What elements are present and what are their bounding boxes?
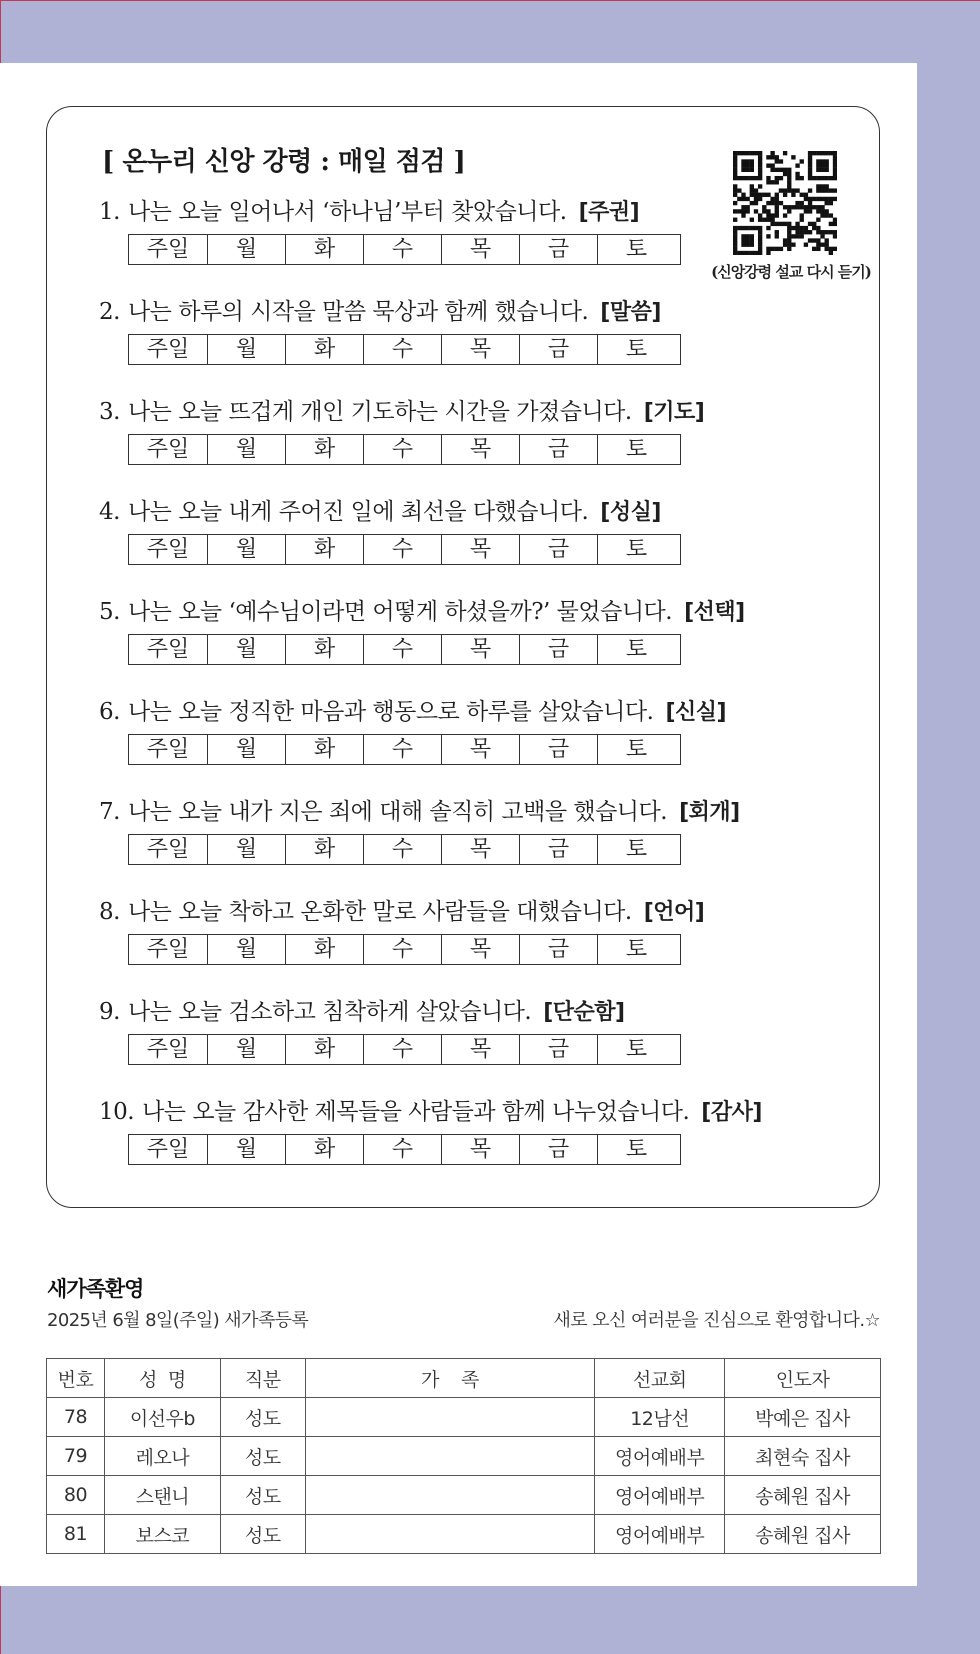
- day-checkbox[interactable]: 목: [441, 935, 519, 964]
- day-checkbox[interactable]: 주일: [146, 1037, 190, 1062]
- item-number: 1.: [99, 199, 120, 225]
- checklist-item: [99, 1095, 762, 1165]
- day-checkbox[interactable]: 주일: [146, 1137, 190, 1162]
- day-checkbox[interactable]: 월: [207, 735, 285, 764]
- checklist-item: [99, 595, 745, 665]
- day-checkbox[interactable]: 수: [363, 1135, 441, 1164]
- day-checkbox[interactable]: 화: [285, 835, 363, 864]
- day-check-row: [128, 734, 681, 765]
- item-text: 나는 오늘 내가 지은 죄에 대해 솔직히 고백을 했습니다.: [127, 799, 668, 825]
- day-checkbox[interactable]: 월: [207, 235, 285, 264]
- day-checkbox[interactable]: 금: [519, 335, 597, 364]
- member-mission-group: 영어예배부: [595, 1515, 725, 1554]
- day-checkbox[interactable]: 토: [597, 1035, 675, 1064]
- member-family: [305, 1515, 594, 1554]
- day-checkbox[interactable]: 목: [441, 835, 519, 864]
- checklist-item: [99, 295, 681, 365]
- registration-date: 2025년 6월 8일(주일) 새가족등록: [47, 1310, 309, 1331]
- item-text: 나는 오늘 뜨겁게 개인 기도하는 시간을 가졌습니다.: [127, 399, 632, 425]
- table-row: [47, 1515, 881, 1554]
- qr-code-icon[interactable]: [733, 151, 837, 255]
- welcome-message: 새로 오신 여러분을 진심으로 환영합니다.☆: [553, 1310, 880, 1331]
- day-checkbox[interactable]: 토: [597, 935, 675, 964]
- day-check-row: [128, 1134, 681, 1165]
- day-checkbox[interactable]: 수: [363, 1035, 441, 1064]
- member-guide: 최현숙 집사: [725, 1437, 881, 1476]
- column-header: 성 명: [104, 1359, 220, 1398]
- day-checkbox[interactable]: 수: [363, 235, 441, 264]
- day-checkbox[interactable]: 주일: [146, 237, 190, 262]
- day-checkbox[interactable]: 금: [519, 235, 597, 264]
- day-check-row: [128, 1034, 681, 1065]
- day-checkbox[interactable]: 월: [207, 935, 285, 964]
- day-checkbox[interactable]: 목: [441, 335, 519, 364]
- member-guide: 송혜원 집사: [725, 1476, 881, 1515]
- day-checkbox[interactable]: 토: [597, 235, 675, 264]
- member-guide: 박예은 집사: [725, 1398, 881, 1437]
- item-number: 6.: [99, 699, 120, 725]
- day-checkbox[interactable]: 주일: [146, 337, 190, 362]
- member-family: [305, 1476, 594, 1515]
- checklist-item: [99, 695, 726, 765]
- day-checkbox[interactable]: 화: [285, 235, 363, 264]
- day-checkbox[interactable]: 주일: [146, 537, 190, 562]
- day-checkbox[interactable]: 목: [441, 1035, 519, 1064]
- member-title: 성도: [220, 1398, 305, 1437]
- day-checkbox[interactable]: 금: [519, 535, 597, 564]
- member-mission-group: 영어예배부: [595, 1476, 725, 1515]
- checklist-item: [99, 895, 704, 965]
- welcome-section-title: 새가족환영: [47, 1277, 144, 1301]
- item-tag: [말씀]: [600, 300, 661, 325]
- day-check-row: [128, 234, 681, 265]
- item-text: 나는 오늘 ‘예수님이라면 어떻게 하셨을까?’ 물었습니다.: [127, 599, 673, 625]
- member-name: 레오나: [104, 1437, 220, 1476]
- day-checkbox[interactable]: 월: [207, 535, 285, 564]
- day-checkbox[interactable]: 금: [519, 1135, 597, 1164]
- column-header: 가 족: [305, 1359, 594, 1398]
- member-mission-group: 영어예배부: [595, 1437, 725, 1476]
- day-checkbox[interactable]: 목: [441, 1135, 519, 1164]
- checklist-question: [99, 995, 681, 1029]
- member-guide: 송혜원 집사: [725, 1515, 881, 1554]
- day-checkbox[interactable]: 월: [207, 335, 285, 364]
- table-row: [47, 1476, 881, 1515]
- day-checkbox[interactable]: 화: [285, 535, 363, 564]
- item-text: 나는 오늘 감사한 제목들을 사람들과 함께 나누었습니다.: [142, 1099, 690, 1125]
- daily-check-panel: [46, 106, 880, 1208]
- day-check-row: [128, 834, 681, 865]
- member-name: 스탠니: [104, 1476, 220, 1515]
- checklist-question: [99, 895, 704, 929]
- checklist-question: [99, 295, 681, 329]
- day-checkbox[interactable]: 목: [441, 735, 519, 764]
- day-checkbox[interactable]: 토: [597, 335, 675, 364]
- qr-code-graphic: [733, 151, 837, 255]
- qr-caption: (신앙강령 설교 다시 듣기): [711, 263, 871, 281]
- item-text: 나는 오늘 내게 주어진 일에 최선을 다했습니다.: [127, 499, 589, 525]
- day-checkbox[interactable]: 주일: [146, 437, 190, 462]
- day-checkbox[interactable]: 화: [285, 435, 363, 464]
- day-checkbox[interactable]: 화: [285, 335, 363, 364]
- day-checkbox[interactable]: 월: [207, 435, 285, 464]
- checklist-item: [99, 795, 740, 865]
- checklist-item: [99, 995, 681, 1065]
- day-check-row: [128, 934, 681, 965]
- member-title: 성도: [220, 1476, 305, 1515]
- new-family-table: [46, 1358, 881, 1554]
- day-checkbox[interactable]: 화: [285, 935, 363, 964]
- item-tag: [단순함]: [543, 1000, 625, 1025]
- day-check-row: [128, 534, 681, 565]
- checklist-question: [99, 795, 740, 829]
- checklist-item: [99, 495, 681, 565]
- checklist-question: [99, 695, 726, 729]
- table-header-row: [47, 1359, 881, 1398]
- day-check-row: [128, 634, 681, 665]
- item-number: 9.: [99, 999, 120, 1025]
- column-header: 인도자: [725, 1359, 881, 1398]
- checklist-question: [99, 395, 704, 429]
- item-tag: [감사]: [701, 1100, 762, 1125]
- checklist-item: [99, 195, 681, 265]
- day-checkbox[interactable]: 주일: [146, 637, 190, 662]
- day-checkbox[interactable]: 주일: [146, 737, 190, 762]
- day-checkbox[interactable]: 토: [597, 735, 675, 764]
- item-text: 나는 오늘 일어나서 ‘하나님’부터 찾았습니다.: [127, 199, 567, 225]
- member-family: [305, 1437, 594, 1476]
- day-checkbox[interactable]: 수: [363, 635, 441, 664]
- bulletin-page: [0, 63, 917, 1586]
- item-tag: [회개]: [679, 800, 740, 825]
- day-checkbox[interactable]: 금: [519, 835, 597, 864]
- item-tag: [선택]: [684, 600, 745, 625]
- member-number: 78: [47, 1398, 105, 1437]
- day-checkbox[interactable]: 월: [207, 635, 285, 664]
- member-number: 80: [47, 1476, 105, 1515]
- item-tag: [주권]: [578, 200, 640, 225]
- item-text: 나는 오늘 착하고 온화한 말로 사람들을 대했습니다.: [127, 899, 632, 925]
- day-checkbox[interactable]: 금: [519, 635, 597, 664]
- checklist-question: [99, 495, 681, 529]
- day-checkbox[interactable]: 수: [363, 435, 441, 464]
- table-row: [47, 1398, 881, 1437]
- item-tag: [성실]: [600, 500, 661, 525]
- frame-top-border: [0, 0, 980, 1]
- member-name: 보스코: [104, 1515, 220, 1554]
- day-check-row: [128, 334, 681, 365]
- item-number: 5.: [99, 599, 120, 625]
- day-checkbox[interactable]: 토: [597, 1135, 675, 1164]
- day-checkbox[interactable]: 화: [285, 635, 363, 664]
- item-number: 7.: [99, 799, 120, 825]
- item-number: 8.: [99, 899, 120, 925]
- item-tag: [신실]: [665, 700, 727, 725]
- day-checkbox[interactable]: 주일: [146, 937, 190, 962]
- day-checkbox[interactable]: 수: [363, 835, 441, 864]
- item-text: 나는 하루의 시작을 말씀 묵상과 함께 했습니다.: [127, 299, 589, 325]
- day-checkbox[interactable]: 금: [519, 1035, 597, 1064]
- day-checkbox[interactable]: 주일: [146, 837, 190, 862]
- item-number: 10.: [99, 1099, 135, 1125]
- day-checkbox[interactable]: 월: [207, 835, 285, 864]
- member-mission-group: 12남선: [595, 1398, 725, 1437]
- day-checkbox[interactable]: 수: [363, 535, 441, 564]
- day-checkbox[interactable]: 금: [519, 435, 597, 464]
- member-number: 81: [47, 1515, 105, 1554]
- day-checkbox[interactable]: 월: [207, 1135, 285, 1164]
- table-row: [47, 1437, 881, 1476]
- item-number: 4.: [99, 499, 120, 525]
- day-checkbox[interactable]: 목: [441, 635, 519, 664]
- day-checkbox[interactable]: 금: [519, 735, 597, 764]
- column-header: 직분: [220, 1359, 305, 1398]
- item-tag: [기도]: [643, 400, 705, 425]
- member-name: 이선우b: [104, 1398, 220, 1437]
- day-checkbox[interactable]: 금: [519, 935, 597, 964]
- item-number: 3.: [99, 399, 120, 425]
- table-body: [47, 1398, 881, 1554]
- day-checkbox[interactable]: 화: [285, 1135, 363, 1164]
- item-text: 나는 오늘 정직한 마음과 행동으로 하루를 살았습니다.: [127, 699, 654, 725]
- day-checkbox[interactable]: 화: [285, 735, 363, 764]
- day-checkbox[interactable]: 목: [441, 535, 519, 564]
- checklist-question: [99, 1095, 762, 1129]
- day-checkbox[interactable]: 월: [207, 1035, 285, 1064]
- member-family: [305, 1398, 594, 1437]
- day-checkbox[interactable]: 목: [441, 235, 519, 264]
- day-checkbox[interactable]: 수: [363, 735, 441, 764]
- member-title: 성도: [220, 1437, 305, 1476]
- member-title: 성도: [220, 1515, 305, 1554]
- checklist-question: [99, 595, 745, 629]
- day-checkbox[interactable]: 화: [285, 1035, 363, 1064]
- column-header: 선교회: [595, 1359, 725, 1398]
- day-checkbox[interactable]: 토: [597, 635, 675, 664]
- checklist-question: [99, 195, 681, 229]
- day-checkbox[interactable]: 토: [597, 535, 675, 564]
- column-header: 번호: [47, 1359, 105, 1398]
- day-checkbox[interactable]: 토: [597, 835, 675, 864]
- member-number: 79: [47, 1437, 105, 1476]
- item-tag: [언어]: [643, 900, 705, 925]
- item-text: 나는 오늘 검소하고 침착하게 살았습니다.: [127, 999, 532, 1025]
- day-checkbox[interactable]: 수: [363, 335, 441, 364]
- checklist-item: [99, 395, 704, 465]
- checklist-title: [ 온누리 신앙 강령 : 매일 점검 ]: [102, 147, 466, 177]
- item-number: 2.: [99, 299, 120, 325]
- day-checkbox[interactable]: 목: [441, 435, 519, 464]
- day-checkbox[interactable]: 토: [597, 435, 675, 464]
- day-checkbox[interactable]: 수: [363, 935, 441, 964]
- day-check-row: [128, 434, 681, 465]
